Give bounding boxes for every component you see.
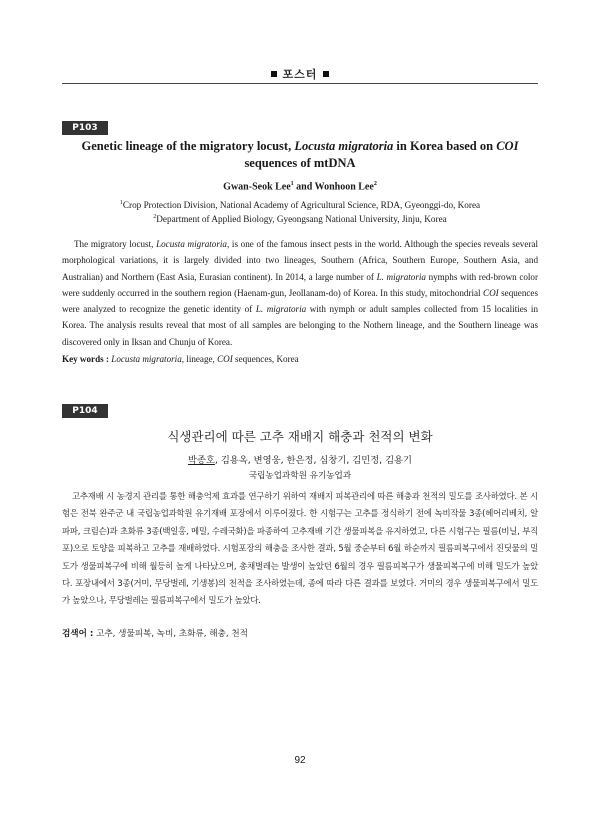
poster-affiliations: [62, 197, 538, 225]
poster-affiliations: 국립농업과학원 유기농업과: [248, 471, 352, 481]
poster-keywords: 검색어 : 고추, 생물피복, 녹비, 초화류, 해충, 천적: [62, 629, 248, 639]
page-number: 92: [294, 755, 306, 766]
header-divider: [62, 83, 538, 84]
poster-abstract: The migratory locust, Locusta migratoria, is one of the famous insect pests in the world. Although the species reveals several morphological variations, it is largely divided into two lineages, Southern (Africa, Southern Europe, Southern Asia, and Australian) and Northern (East Asia, Eurasian continent). In 2014, a large number of L. migratoria nymphs with red-brown color were suddenly occurred in the southern region (Haenam-gun, Jeollanam-do) of Korea. In this study, mitochondrial COI sequences were analyzed to recognize the genetic identity of L. migratoria with nymph or adult samples collected from 15 localities in Korea. The analysis results reveal that most of all samples are belonging to the Nothern lineage, and the Southern lineage was discovered only in Iksan and Chunju of Korea.: [62, 239, 538, 347]
poster-authors: 박종호, 김용옥, 변영웅, 한은정, 심창기, 김민정, 김용기: [187, 455, 413, 466]
affiliation-1: $^1$Crop Protection Division, National Academy of Agricultural Science, RDA, Gyeonggi-do, Korea: [119, 200, 481, 211]
presenting-author: 박종호: [187, 455, 215, 466]
poster-keywords: Key words : Locusta migratoria, lineage, COI sequences, Korea: [62, 354, 299, 364]
poster-authors: Gwan-Seok Lee$^1$ and Wonhoon Lee$^2$: [223, 181, 377, 193]
poster-abstract: 고추재배 시 농경지 관리를 통한 해충억제 효과를 연구하기 위하여 재배지 피복관리에 따른 해충과 천적의 밀도를 조사하였다. 본 시험은 전북 완주군 내 국립농업과학원 유기재배 포장에서 이루어졌다. 한 시험구는 고추를 정식하기 전에 녹비작물 3종(헤어리베치, 알파파, 크림슨)과 초화류 3종(백일홍, 메밀, 수레국화)을 파종하여 고추재배 기간 생물피복을 유지하였고, 다른 시험구는 필름(비닐, 부직포)으로 토양을 피복하고 고추를 재배하였다. 시험포장의 해충을 조사한 결과, 5월 중순부터 6월 하순까지 필름피복구에서 진딧물의 밀도가 생물피복구에 비해 월등히 높게 나타났으며, 총채벌레는 발생이 높았던 6월의 경우 필름피복구가 생물피복구에 비해 밀도가 높았다. 포장내에서 3종(거미, 무당벌레, 기생봉)의 천적을 조사하였는데, 종에 따라 다른 결과를 보였다. 거미의 경우 생물피복구에서 밀도가 높았으나, 무당벌레는 필름피복구에서 밀도가 높았다.: [62, 491, 538, 606]
section-header: [0, 66, 600, 82]
poster-id-badge: P103: [62, 121, 108, 135]
square-bullet-icon: [323, 71, 329, 77]
poster-id-badge: P104: [62, 404, 108, 418]
section-header-label: 포스터: [282, 68, 318, 81]
affiliation-2: $^2$Department of Applied Biology, Gyeongsang National University, Jinju, Korea: [153, 214, 447, 225]
poster-title: 식생관리에 따른 고추 재배지 해충과 천적의 변화: [167, 429, 433, 444]
square-bullet-icon: [271, 71, 277, 77]
poster-title: Genetic lineage of the migratory locust, Locusta migratoria in Korea based on COI sequences of mtDNA: [81, 139, 519, 170]
